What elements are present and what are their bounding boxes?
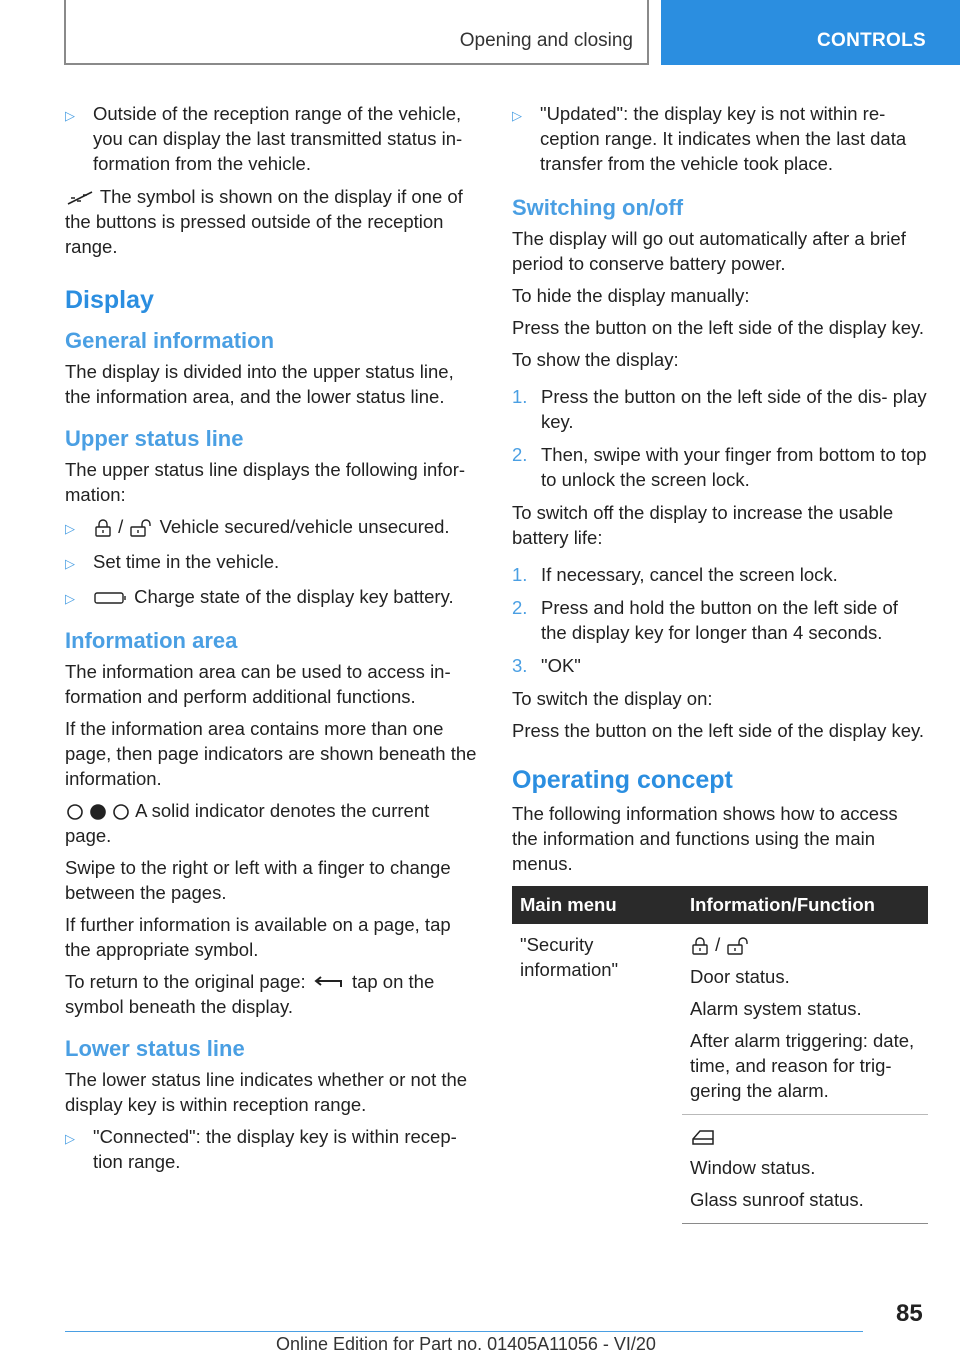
lock-open-icon xyxy=(725,936,751,956)
main-menu-table xyxy=(512,886,928,1224)
sunroof-status: Glass sunroof status. xyxy=(690,1189,864,1210)
heading-operating-concept: Operating concept xyxy=(512,766,733,794)
list-item xyxy=(512,101,928,176)
header-section-title: Opening and closing xyxy=(459,30,633,51)
step-number: 1. xyxy=(512,564,528,585)
step-text: "OK" xyxy=(541,655,581,676)
bullet-outside-text: Outside of the reception range of the vehicle, you can display the last transmitted status in- formation from the vehicle. xyxy=(93,103,463,174)
table-window-icon-line xyxy=(690,1123,920,1148)
upper-text: The upper status line displays the following infor- mation: xyxy=(65,459,466,505)
step-number: 2. xyxy=(512,597,528,618)
time-text: Set time in the vehicle. xyxy=(93,551,280,572)
door-status: Door status. xyxy=(690,966,790,987)
press-text: Press the button on the left side of the display key. xyxy=(512,317,925,338)
lock-open-icon xyxy=(128,518,154,538)
concept-text: The following information shows how to access the information and functions using the main menus. xyxy=(512,803,898,874)
heading-general-information: General information xyxy=(65,328,275,353)
heading-switching-on-off: Switching on/off xyxy=(512,195,684,220)
indicator-note xyxy=(65,798,477,848)
list-item xyxy=(65,584,477,611)
table-header-row xyxy=(512,886,928,924)
return-note xyxy=(65,969,477,1019)
no-signal-icon xyxy=(65,189,95,207)
indicator-text: A solid indicator denotes the current page. xyxy=(65,800,430,846)
list-item xyxy=(512,384,928,434)
lock-slash: / xyxy=(715,934,721,955)
lock-closed-icon xyxy=(690,936,710,956)
lock-slash: / xyxy=(118,516,124,537)
connected-text: "Connected": the display key is within recep- tion range. xyxy=(93,1126,457,1172)
list-item xyxy=(512,653,928,678)
locks-text: Vehicle secured/vehicle unsecured. xyxy=(159,516,450,537)
triangle-bullet-icon: ▷ xyxy=(65,556,75,571)
info-text-1: The information area can be used to access in- formation and perform additional functions. xyxy=(65,661,451,707)
page-indicators-icon xyxy=(65,802,131,822)
triangle-bullet-icon: ▷ xyxy=(65,108,75,123)
switch-off-text: To switch off the display to increase the usable battery life: xyxy=(512,502,894,548)
triangle-bullet-icon: ▷ xyxy=(65,591,75,606)
right-column xyxy=(512,101,928,1224)
list-item xyxy=(65,1124,477,1174)
info-text-2: If the information area contains more than one page, then page indicators are shown beneath the information. xyxy=(65,718,477,789)
list-item xyxy=(512,595,928,645)
footer-edition: Online Edition for Part no. 01405A11056 - VI/20 xyxy=(276,1334,656,1354)
battery-text: Charge state of the display key battery. xyxy=(134,586,454,607)
table-lock-icons xyxy=(690,932,920,957)
step-text: Then, swipe with your finger from bottom to top to unlock the screen lock. xyxy=(541,444,927,490)
switch-on-text: To switch the display on: xyxy=(512,688,713,709)
window-icon xyxy=(690,1127,716,1147)
return-text-post: tap on the symbol beneath the display. xyxy=(65,971,435,1017)
symbol-note-text: The symbol is shown on the display if one of the buttons is pressed outside of the reception range. xyxy=(65,186,463,257)
list-item xyxy=(512,442,928,492)
list-item xyxy=(65,101,477,176)
step-text: Press and hold the button on the left side of the display key for longer than 4 seconds. xyxy=(541,597,898,643)
triangle-bullet-icon: ▷ xyxy=(65,521,75,536)
return-text-pre: To return to the original page: xyxy=(65,971,306,992)
step-number: 2. xyxy=(512,444,528,465)
table-header-information: Information/Function xyxy=(682,886,928,924)
step-text: If necessary, cancel the screen lock. xyxy=(541,564,838,585)
hide-text: To hide the display manually: xyxy=(512,285,750,306)
table-cell-menu: "Security information" xyxy=(520,934,619,980)
auto-off-text: The display will go out automatically after a brief period to conserve battery power. xyxy=(512,228,906,274)
updated-text: "Updated": the display key is not within re- ception range. It indicates when the last data transfer from the vehicle took place. xyxy=(540,103,907,174)
header-section-box xyxy=(64,0,649,65)
step-number: 3. xyxy=(512,655,528,676)
lock-closed-icon xyxy=(93,518,113,538)
page-number: 85 xyxy=(896,1300,923,1327)
table-header-main-menu: Main menu xyxy=(512,886,682,924)
return-arrow-icon xyxy=(311,975,347,991)
list-item xyxy=(65,514,477,541)
triangle-bullet-icon: ▷ xyxy=(65,1131,75,1146)
alarm-trigger-info: After alarm triggering: date, time, and reason for trig- gering the alarm. xyxy=(690,1030,915,1101)
general-text: The display is divided into the upper status line, the information area, and the lower status line. xyxy=(65,361,454,407)
step-number: 1. xyxy=(512,386,528,407)
heading-upper-status-line: Upper status line xyxy=(65,426,244,451)
list-item xyxy=(65,549,477,576)
table-row xyxy=(512,924,928,1115)
further-text: If further information is available on a page, tap the appropriate symbol. xyxy=(65,914,451,960)
heading-information-area: Information area xyxy=(65,628,238,653)
table-cell-info xyxy=(682,1115,928,1224)
triangle-bullet-icon: ▷ xyxy=(512,108,522,123)
heading-lower-status-line: Lower status line xyxy=(65,1036,245,1061)
press-text-2: Press the button on the left side of the display key. xyxy=(512,720,925,741)
header-tab[interactable] xyxy=(661,0,960,65)
show-text: To show the display: xyxy=(512,349,679,370)
symbol-note xyxy=(65,184,477,259)
header-tab-label: CONTROLS xyxy=(816,30,926,51)
left-column xyxy=(65,101,477,1182)
list-item xyxy=(512,562,928,587)
heading-display: Display xyxy=(65,286,154,314)
alarm-status: Alarm system status. xyxy=(690,998,862,1019)
table-cell-info xyxy=(682,924,928,1115)
battery-icon xyxy=(93,590,129,606)
step-text: Press the button on the left side of the dis- play key. xyxy=(541,386,927,432)
window-status: Window status. xyxy=(690,1157,816,1178)
footer-divider xyxy=(65,1331,863,1332)
swipe-text: Swipe to the right or left with a finger to change between the pages. xyxy=(65,857,451,903)
lower-text: The lower status line indicates whether or not the display key is within reception range. xyxy=(65,1069,468,1115)
